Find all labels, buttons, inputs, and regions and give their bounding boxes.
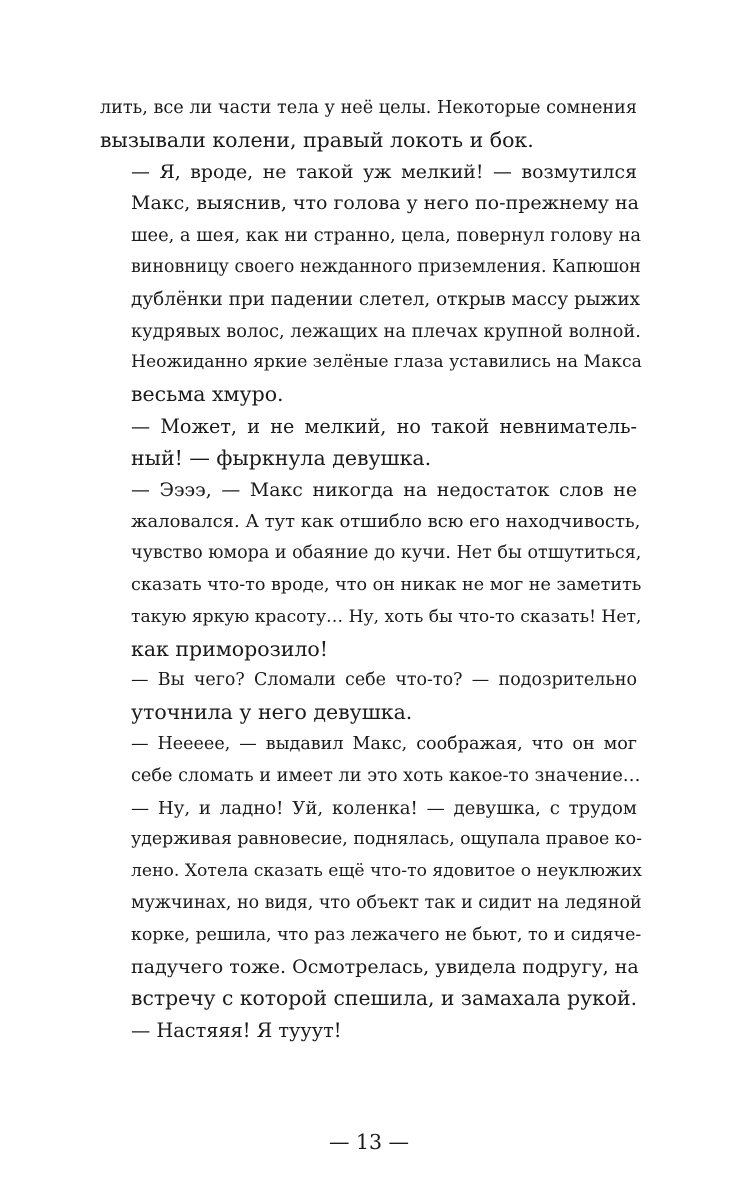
text-line: лено. Хотела сказать ещё что-то ядовитое о неуклюжих (131, 861, 642, 882)
text-line: ный! — фыркнула девушка. (131, 445, 432, 470)
text-line: мужчинах, но видя, что объект так и сидит на ледяной (131, 892, 642, 913)
text-line: падучего тоже. Осмотрелась, увидела подругу, на (131, 955, 639, 978)
text-line: кудрявых волос, лежащих на плечах крупной волной. (131, 320, 641, 342)
text-line: шее, а шея, как ни странно, цела, повернул голову на (131, 225, 641, 247)
paragraph (100, 475, 642, 666)
text-line: — Неееее, — выдавил Макс, соображая, что он мог (131, 733, 637, 754)
text-line: — Настяяя! Я тууут! (131, 1019, 342, 1043)
paragraph (100, 1015, 637, 1047)
text-line: Макс, выяснив, что голова у него по-прежнему на (131, 192, 639, 215)
paragraph (100, 93, 637, 157)
text-line: — Я, вроде, не такой уж мелкий! — возмутился (131, 160, 637, 183)
text-line: — Может, и не мелкий, но такой невниматель- (131, 414, 637, 438)
text-line: уточнила у него девушка. (131, 700, 413, 725)
text-line: — Ээээ, — Макс никогда на недостаток слов не (131, 478, 637, 501)
text-line: Неожиданно яркие зелёные глаза уставились на Макса (131, 352, 642, 373)
text-line: — Вы чего? Сломали себе что-то? — подозрительно (131, 670, 637, 691)
paragraph (100, 157, 642, 411)
text-line: лить, все ли части тела у неё целы. Некоторые сомнения (100, 98, 637, 118)
paragraph (100, 411, 637, 475)
paragraph (100, 665, 637, 729)
text-line: себе сломать и имеет ли это хоть какое-то значение… (131, 765, 641, 786)
page-body-text (100, 93, 642, 1047)
text-line: встречу с которой спешила, и замахала рукой. (131, 986, 638, 1011)
text-line: жаловался. А тут как отшибло всю его находчивость, (131, 511, 641, 533)
page-number: — 13 — (328, 1130, 410, 1154)
text-line: виновницу своего нежданного приземления. Капюшон (131, 256, 641, 277)
text-line: удерживая равновесие, поднялась, ощупала правое ко- (131, 829, 642, 850)
text-line: корке, решила, что раз лежачего не бьют, то и сидяче- (131, 924, 642, 945)
text-line: весьма хмуро. (131, 382, 284, 407)
text-line: сказать что-то вроде, что он никак не мог не заметить (131, 574, 642, 595)
text-line: — Ну, и ладно! Уй, коленка! — девушка, с трудом (131, 797, 637, 819)
text-line: чувство юмора и обаяние до кучи. Нет бы отшутиться, (131, 543, 642, 564)
paragraph (100, 793, 642, 1016)
text-line: такую яркую красоту… Ну, хоть бы что-то сказать! Нет, (131, 606, 642, 627)
text-line: как приморозило! (131, 636, 329, 661)
paragraph (100, 729, 641, 793)
text-line: дублёнки при падении слетел, открыв массу рыжих (131, 288, 640, 310)
text-line: вызывали колени, правый локоть и бок. (100, 127, 534, 152)
